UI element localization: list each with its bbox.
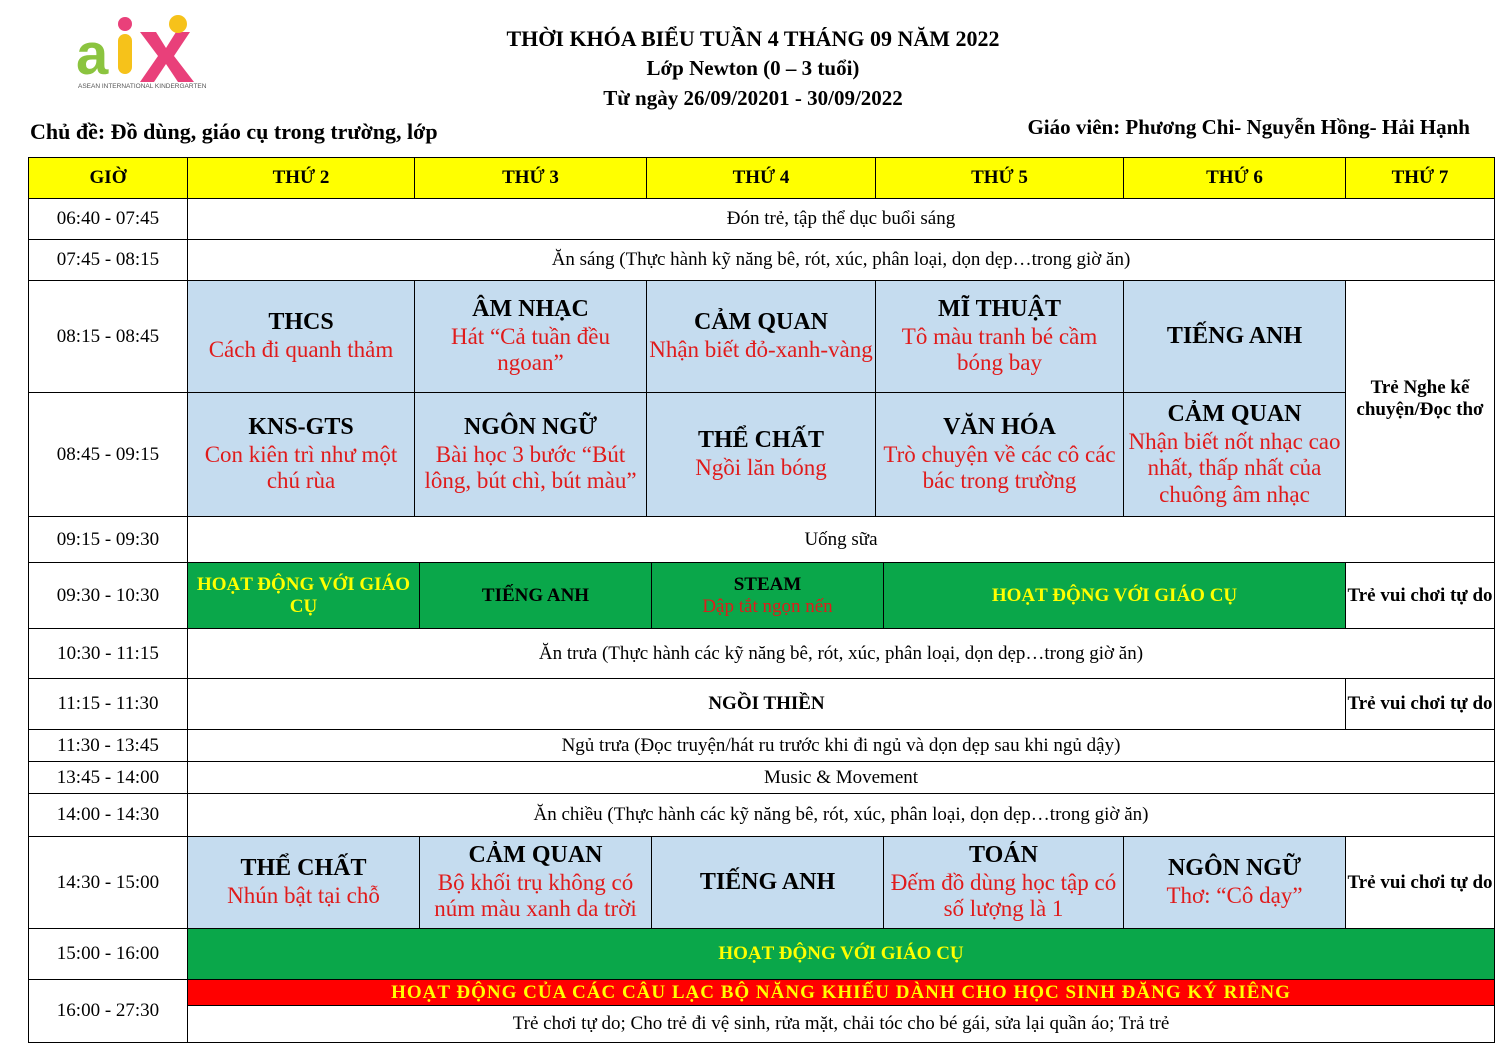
time-cell: 09:30 - 10:30: [28, 562, 188, 629]
time-cell: 14:00 - 14:30: [28, 793, 188, 837]
lesson-desc: Bài học 3 bước “Bút lông, bút chì, bút màu”: [424, 441, 637, 494]
activity-label: STEAM: [733, 573, 802, 595]
saturday-activity: Trẻ vui chơi tự do: [1345, 836, 1495, 929]
activity-span: NGỒI THIỀN: [187, 678, 1346, 730]
activity-span: Ăn chiều (Thực hành các kỹ năng bê, rót, xúc, phân loại, dọn dẹp…trong giờ ăn): [187, 793, 1495, 837]
lesson-desc: Con kiên trì như một chú rùa: [204, 441, 398, 494]
lesson-desc: Hát “Cả tuần đều ngoan”: [450, 323, 611, 376]
class-name: Lớp Newton (0 – 3 tuổi): [646, 56, 860, 80]
lesson-cell: [1123, 392, 1346, 517]
activity-span: Trẻ chơi tự do; Cho trẻ đi vệ sinh, rửa mặt, chải tóc cho bé gái, sửa lại quần áo; Trả trẻ: [187, 1005, 1495, 1043]
activity-span: Uống sữa: [187, 516, 1495, 563]
col-header-time: GIỜ: [28, 157, 188, 199]
time-cell: 15:00 - 16:00: [28, 928, 188, 980]
teachers: Giáo viên: Phương Chi- Nguyễn Hồng- Hải Hạnh: [1027, 115, 1470, 139]
lesson-desc: Thơ: “Cô dạy”: [1166, 883, 1303, 909]
lesson-subject: THCS: [268, 309, 334, 336]
lesson-desc: Cách đi quanh thảm: [208, 337, 394, 363]
time-cell: 07:45 - 08:15: [28, 239, 188, 281]
time-cell: 14:30 - 15:00: [28, 836, 188, 929]
time-cell: 11:30 - 13:45: [28, 729, 188, 762]
col-header-sat: THỨ 7: [1345, 157, 1495, 199]
lesson-subject: TIẾNG ANH: [699, 868, 836, 895]
lesson-desc: Nhận biết đỏ-xanh-vàng: [649, 337, 873, 363]
svg-text:ASEAN INTERNATIONAL KINDERGART: ASEAN INTERNATIONAL KINDERGARTEN: [78, 83, 207, 90]
activity-label: TIẾNG ANH: [481, 584, 590, 606]
col-header-thu: THỨ 5: [875, 157, 1124, 199]
lesson-subject: NGÔN NGỮ: [463, 414, 598, 441]
lesson-cell: [414, 392, 647, 517]
lesson-cell: [875, 392, 1124, 517]
col-header-tue: THỨ 3: [414, 157, 647, 199]
activity-span: Ăn sáng (Thực hành kỹ năng bê, rót, xúc, phân loại, dọn dẹp…trong giờ ăn): [187, 239, 1495, 281]
club-activity-banner: HOẠT ĐỘNG CỦA CÁC CÂU LẠC BỘ NĂNG KHIẾU DÀNH CHO HỌC SINH ĐĂNG KÝ RIÊNG: [187, 979, 1495, 1006]
lesson-cell: [883, 836, 1124, 929]
lesson-cell: [419, 836, 652, 929]
col-header-wed: THỨ 4: [646, 157, 876, 199]
time-cell: 11:15 - 11:30: [28, 678, 188, 730]
saturday-activity: Trẻ vui chơi tự do: [1345, 678, 1495, 730]
activity-span: Ăn trưa (Thực hành các kỹ năng bê, rót, xúc, phân loại, dọn dẹp…trong giờ ăn): [187, 628, 1495, 679]
lesson-desc: Nhún bật tại chỗ: [227, 883, 380, 909]
lesson-desc: Tô màu tranh bé cầm bóng bay: [901, 323, 1098, 376]
col-header-mon: THỨ 2: [187, 157, 415, 199]
lesson-cell: [414, 280, 647, 393]
lesson-subject: CẢM QUAN: [468, 842, 603, 869]
lesson-subject: THỂ CHẤT: [240, 855, 367, 882]
activity-green: [419, 562, 652, 629]
lesson-subject: CẢM QUAN: [1167, 401, 1302, 428]
activity-span: Đón trẻ, tập thể dục buổi sáng: [187, 198, 1495, 240]
time-cell: 08:45 - 09:15: [28, 392, 188, 517]
svg-text:a: a: [76, 22, 109, 87]
lesson-subject: MĨ THUẬT: [938, 296, 1061, 323]
activity-label: HOẠT ĐỘNG VỚI GIÁO CỤ: [718, 943, 964, 965]
activity-green: [651, 562, 884, 629]
activity-desc: Dập tắt ngọn nến: [702, 595, 833, 617]
lesson-subject: VĂN HÓA: [943, 414, 1056, 441]
lesson-cell: [646, 392, 876, 517]
time-cell: 10:30 - 11:15: [28, 628, 188, 679]
lesson-cell: [1123, 280, 1346, 393]
activity-green: [187, 562, 420, 629]
time-cell: 06:40 - 07:45: [28, 198, 188, 240]
lesson-subject: TIẾNG ANH: [1166, 322, 1303, 349]
activity-label: HOẠT ĐỘNG VỚI GIÁO CỤ: [991, 584, 1238, 606]
activity-span: Ngủ trưa (Đọc truyện/hát ru trước khi đi ngủ và dọn dẹp sau khi ngủ dậy): [187, 729, 1495, 762]
topic: Chủ đề: Đồ dùng, giáo cụ trong trường, lớp: [30, 119, 438, 144]
time-cell: 08:15 - 08:45: [28, 280, 188, 393]
lesson-cell: [187, 836, 420, 929]
schedule-title: THỜI KHÓA BIỂU TUẦN 4 THÁNG 09 NĂM 2022: [506, 26, 1000, 51]
lesson-subject: ÂM NHẠC: [472, 296, 589, 323]
time-cell: 13:45 - 14:00: [28, 761, 188, 794]
time-cell: 16:00 - 27:30: [28, 979, 188, 1043]
lesson-subject: THỂ CHẤT: [697, 427, 825, 454]
activity-label: HOẠT ĐỘNG VỚI GIÁO CỤ: [196, 573, 411, 617]
col-header-fri: THỨ 6: [1123, 157, 1346, 199]
saturday-activity: Trẻ vui chơi tự do: [1345, 562, 1495, 629]
lesson-subject: KNS-GTS: [248, 414, 354, 441]
lesson-subject: NGÔN NGỮ: [1167, 855, 1302, 882]
lesson-desc: Đếm đồ dùng học tập có số lượng là 1: [890, 869, 1117, 922]
lesson-cell: [1123, 836, 1346, 929]
lesson-cell: [646, 280, 876, 393]
saturday-activity: Trẻ Nghe kể chuyện/Đọc thơ: [1345, 280, 1495, 517]
lesson-desc: Trò chuyện về các cô các bác trong trường: [883, 441, 1116, 494]
date-range: Từ ngày 26/09/20201 - 30/09/2022: [603, 86, 903, 110]
lesson-desc: Nhận biết nốt nhạc cao nhất, thấp nhất của chuông âm nhạc: [1128, 428, 1341, 507]
lesson-desc: Ngồi lăn bóng: [695, 455, 827, 481]
lesson-cell: [875, 280, 1124, 393]
activity-span: Music & Movement: [187, 761, 1495, 794]
lesson-cell: [187, 392, 415, 517]
lesson-cell: [187, 280, 415, 393]
activity-green: [187, 928, 1495, 980]
time-cell: 09:15 - 09:30: [28, 516, 188, 563]
lesson-subject: TOÁN: [969, 842, 1038, 869]
activity-green: [883, 562, 1346, 629]
lesson-desc: Bộ khối trụ không có núm màu xanh da trời: [434, 869, 637, 922]
lesson-subject: CẢM QUAN: [694, 309, 828, 336]
lesson-cell: [651, 836, 884, 929]
